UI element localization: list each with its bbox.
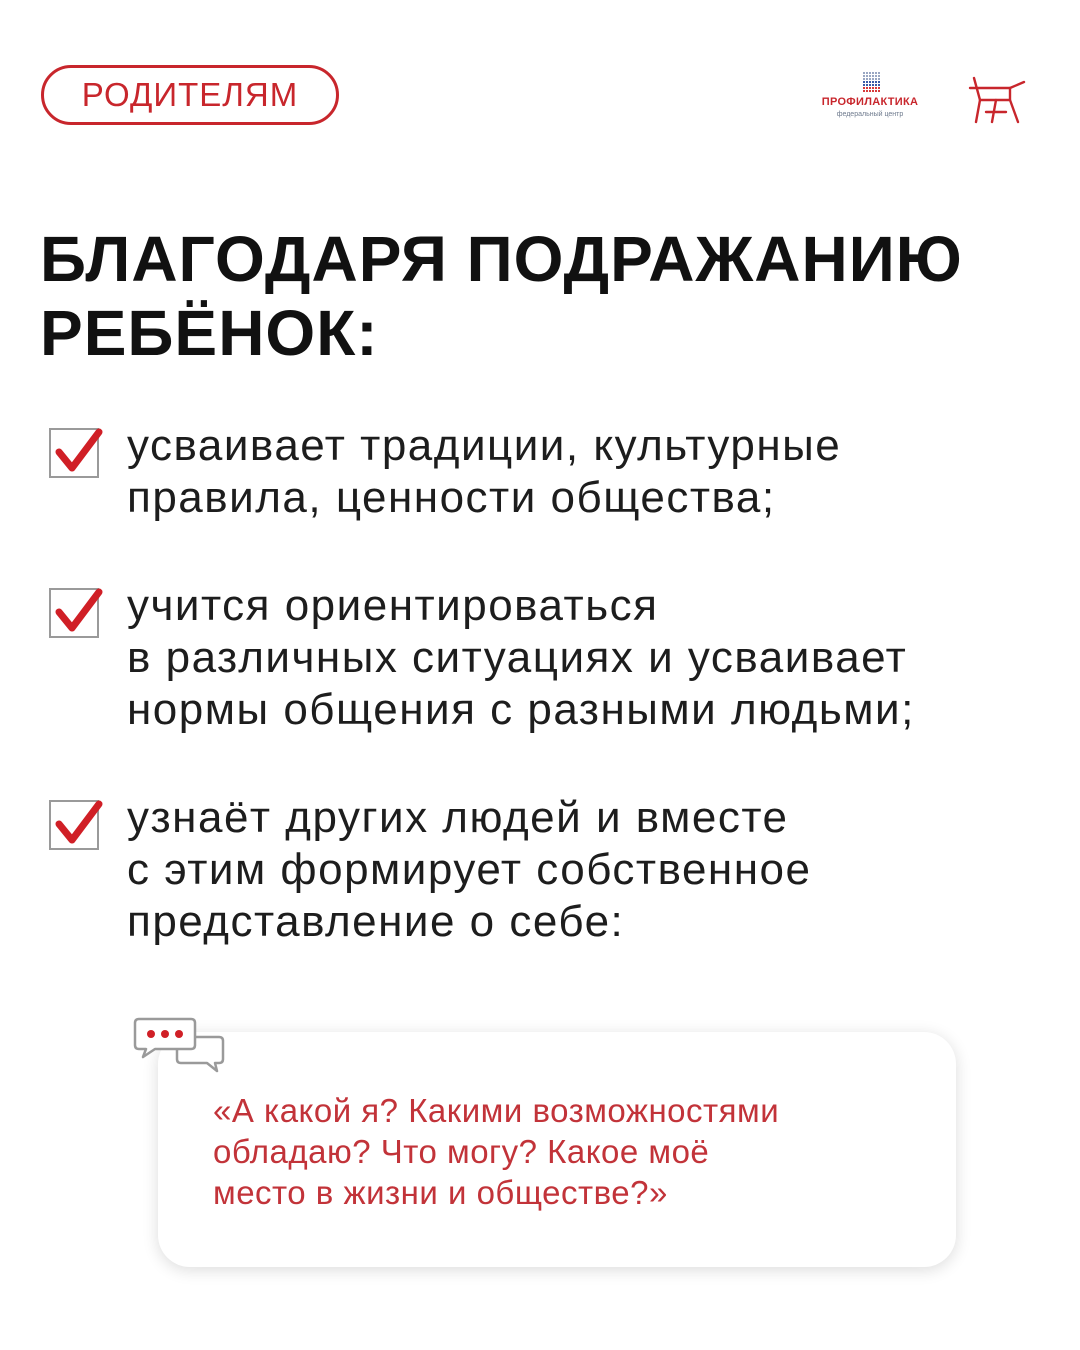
section-tag <box>41 65 339 125</box>
checkbox <box>49 588 99 638</box>
quote-text <box>213 1090 933 1213</box>
checkbox <box>49 800 99 850</box>
chat-bubbles-icon <box>133 1015 227 1075</box>
logo-subtitle: федеральный центр <box>836 111 904 118</box>
list-item-line: узнаёт других людей и вместе <box>127 793 789 842</box>
quote-line: обладаю? Что могу? Какое моё <box>213 1133 710 1170</box>
section-tag-label: РОДИТЕЛЯМ <box>81 76 299 113</box>
list-item-text <box>127 792 1027 948</box>
quote-card <box>158 1032 956 1267</box>
page-title <box>40 222 1050 370</box>
list-item-line: в различных ситуациях и усваивает <box>127 633 908 682</box>
list-item-text <box>127 580 1027 736</box>
checkbox <box>49 428 99 478</box>
title-line-2: РЕБЁНОК: <box>40 297 379 369</box>
list-item-line: учится ориентироваться <box>127 581 659 630</box>
title-line-1: БЛАГОДАРЯ ПОДРАЖАНИЮ <box>40 223 963 295</box>
checkmark-icon <box>55 584 107 636</box>
dot-grid-icon <box>863 72 883 94</box>
logo-name: ПРОФИЛАКТИКА <box>821 96 919 108</box>
list-item-text <box>127 420 1027 524</box>
checkmark-icon <box>55 796 107 848</box>
list-item-line: нормы общения с разными людьми; <box>127 685 915 734</box>
list-item-line: усваивает традиции, культурные <box>127 421 842 470</box>
profilaktika-logo <box>810 72 930 124</box>
quote-line: «А какой я? Какими возможностями <box>213 1092 780 1129</box>
checkmark-icon <box>55 424 107 476</box>
quote-line: место в жизни и обществе?» <box>213 1174 668 1211</box>
list-item-line: представление о себе: <box>127 897 625 946</box>
list-item-line: с этим формирует собственное <box>127 845 812 894</box>
list-item-line: правила, ценности общества; <box>127 473 776 522</box>
horse-emblem-icon <box>966 74 1028 126</box>
